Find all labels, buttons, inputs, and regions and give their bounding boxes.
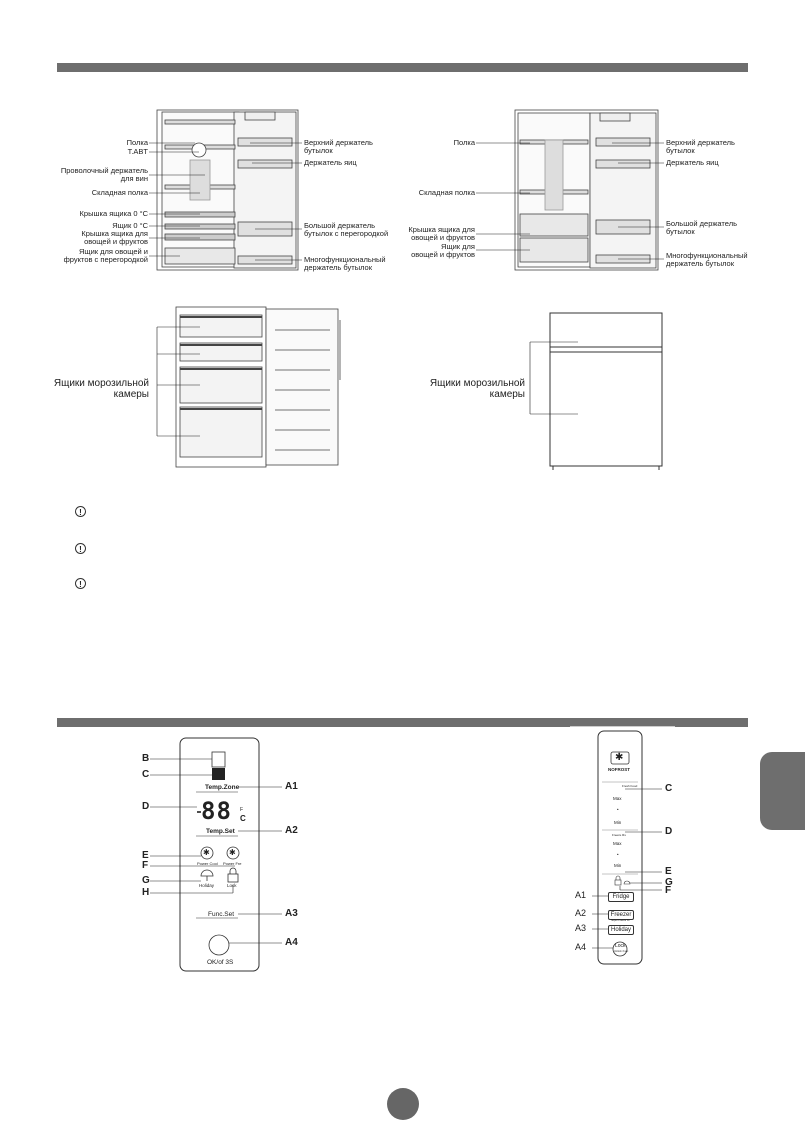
page-number-circle [387, 1088, 419, 1120]
power-fre-label[interactable]: Power Fre [223, 861, 242, 866]
fig1-label-multi-bottle-holder: Многофункциональный держатель бутылок [304, 255, 386, 272]
fig1-label-veg-drawer: Ящик для овощей и фруктов с перегородкой [63, 247, 148, 264]
fig3-label-freezer-drawers: Ящики морозильной камеры [53, 378, 149, 400]
fridge-max-label: Max [613, 796, 622, 801]
holiday-label[interactable]: Holiday [199, 883, 215, 888]
lock-button[interactable]: Lock [615, 943, 626, 949]
fig2-label-shelf: Полка [453, 138, 475, 147]
panel1-letter-a4: A4 [285, 937, 298, 948]
fig1-label-tabt: T.ABT [127, 147, 148, 156]
panel1-letter-d: D [142, 801, 150, 812]
fig1-label-big-bottle-holder: Большой держатель бутылок с перегородкой [304, 221, 389, 238]
unit-c-label: C [240, 814, 246, 823]
fig2-label-top-bottle-holder: Верхний держатель бутылок [666, 138, 735, 155]
fig1-label-folding-shelf: Складная полка [91, 188, 148, 197]
freezer-max-label: Max [613, 841, 622, 846]
power-cool-label[interactable]: Power Cool [197, 861, 218, 866]
fridge-button[interactable]: Fridge [608, 892, 634, 902]
fridge-mid-dot: • [617, 807, 619, 812]
snowflake-icon: ✱ [203, 848, 210, 857]
fridge-min-label: Min [614, 820, 622, 825]
fig2-label-big-bottle-holder: Большой держатель бутылок [666, 219, 737, 236]
panel1-letter-a3: A3 [285, 908, 298, 919]
ok-button-label[interactable]: OK/of 3S [207, 959, 234, 966]
super-freeze-sub: Super Freeze 3s [611, 919, 630, 922]
unlock-sub: Unlock 3 sec [614, 950, 629, 953]
panel1-letter-g: G [142, 875, 150, 886]
temp-zone-label[interactable]: Temp.Zone [205, 784, 240, 791]
panel1-letter-c: C [142, 769, 150, 780]
panel1-letter-e: E [142, 850, 149, 861]
panel1-letter-a1: A1 [285, 781, 298, 792]
fig2-label-veg-drawer: Ящик для овощей и фруктов [411, 242, 475, 259]
fig2-label-egg-holder: Держатель яиц [666, 158, 719, 167]
freezer-button[interactable]: Freezer [608, 910, 634, 920]
warning-icon: ! [75, 578, 86, 589]
lock-label[interactable]: Lock [227, 883, 237, 888]
panel1-letter-a2: A2 [285, 825, 298, 836]
freezer-min-label: Min [614, 863, 622, 868]
snowflake-icon: ✱ [229, 848, 236, 857]
snowflake-icon: ✱ [615, 752, 624, 763]
panel2-letter-g: G [665, 877, 673, 888]
panel2-letter-a1: A1 [575, 890, 587, 900]
unit-f-label: F [240, 807, 244, 813]
fig1-label-veg-drawer-lid: Крышка ящика для овощей и фруктов [81, 229, 148, 246]
fig1-label-egg-holder: Держатель яиц [304, 158, 357, 167]
warning-icon: ! [75, 543, 86, 554]
fig4-label-freezer-drawers: Ящики морозильной камеры [429, 378, 525, 400]
warning-icon: ! [75, 506, 86, 517]
fig1-label-zero-drawer: Ящик 0 °C [112, 221, 148, 230]
holiday-button[interactable]: Holiday [608, 925, 634, 935]
freezer-mid-dot: • [617, 852, 619, 857]
panel2-letter-a2: A2 [575, 908, 587, 918]
func-set-label[interactable]: Func.Set [208, 911, 235, 918]
fig1-label-zero-drawer-lid: Крышка ящика 0 °C [79, 209, 148, 218]
fig2-label-multi-bottle-holder: Многофункциональный держатель бутылок [666, 251, 748, 268]
panel2-letter-c: C [665, 783, 673, 794]
panel1-letter-b: B [142, 753, 150, 764]
fresh-food-tag: Fresh Food [622, 784, 638, 788]
side-language-tab [760, 752, 805, 830]
panel2-letter-a3: A3 [575, 923, 587, 933]
fig1-label-top-bottle-holder: Верхний держатель бутылок [304, 138, 373, 155]
temperature-display: 88 [201, 797, 232, 825]
nofrost-label: NOFROST [608, 767, 630, 772]
panel2-letter-a4: A4 [575, 942, 587, 952]
panel1-letter-f: F [142, 860, 149, 871]
panel1-letter-h: H [142, 887, 150, 898]
panel2-letter-f: F [665, 885, 672, 896]
temp-set-label[interactable]: Temp.Set [206, 828, 235, 835]
freeze-tag: Freeze Rs [612, 833, 626, 837]
fig1-label-shelf: Полка [126, 138, 148, 147]
fig2-label-folding-shelf: Складная полка [418, 188, 475, 197]
fig2-label-veg-drawer-lid: Крышка ящика для овощей и фруктов [408, 225, 475, 242]
panel2-letter-e: E [665, 866, 672, 877]
fig1-label-wine-holder: Проволочный держатель для вин [60, 166, 148, 183]
panel2-letter-d: D [665, 826, 673, 837]
